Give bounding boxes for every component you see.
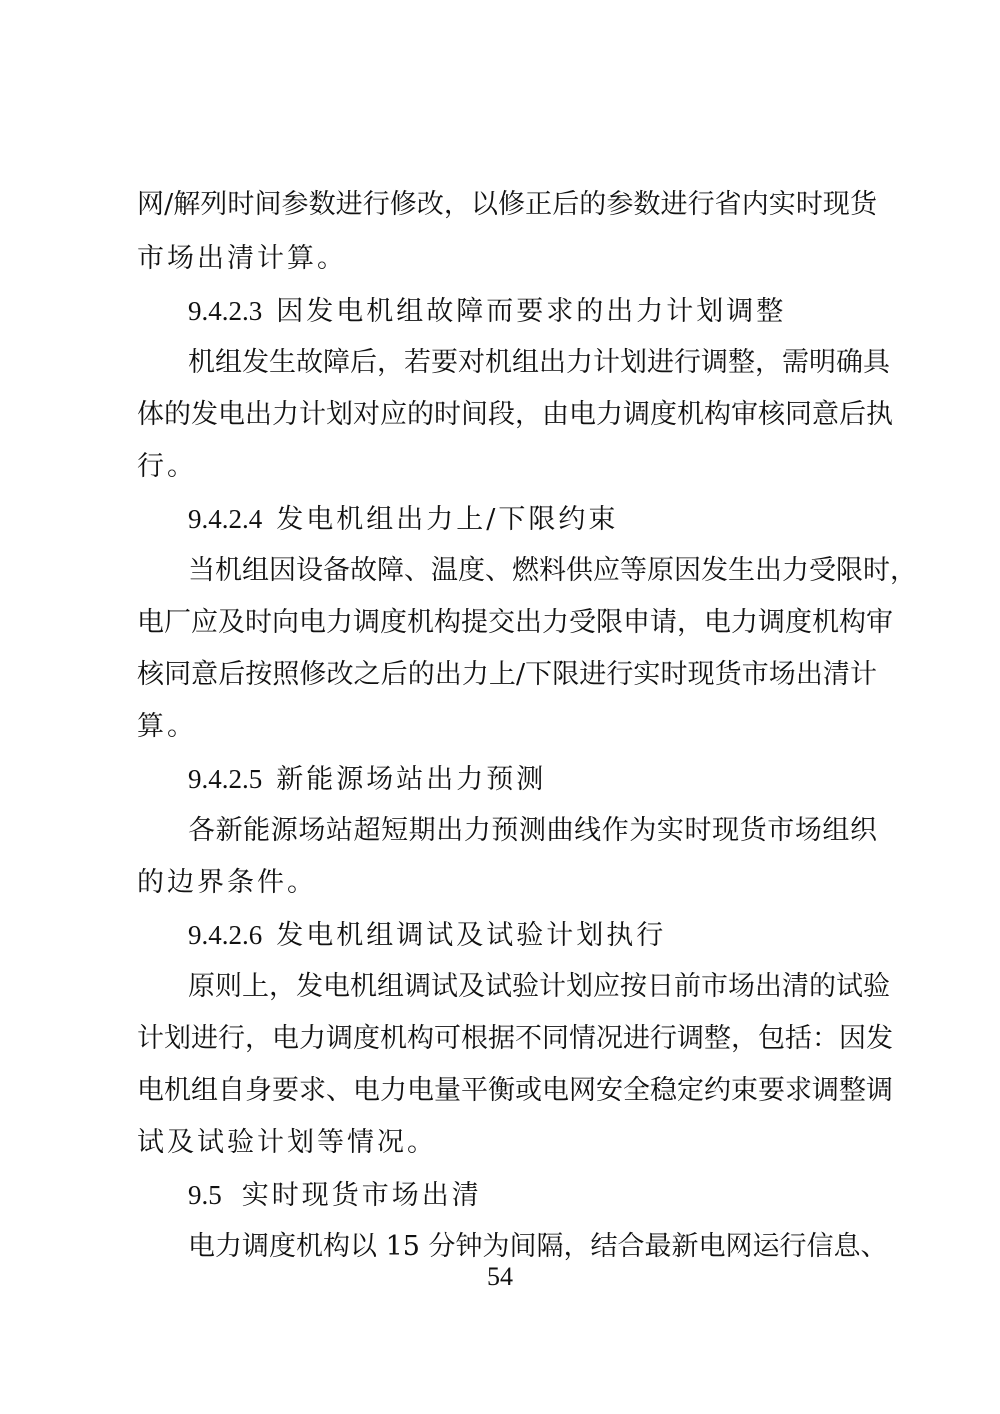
section-heading xyxy=(188,761,546,798)
section-number: 9.5 xyxy=(188,1180,222,1210)
paragraph-line: 电机组自身要求、电力电量平衡或电网安全稳定约束要求调整调 xyxy=(137,1075,893,1106)
paragraph-line: 当机组因设备故障、温度、燃料供应等原因发生出力受限时， xyxy=(188,555,917,586)
section-heading xyxy=(188,501,618,538)
page-number: 54 xyxy=(487,1262,513,1291)
section-heading xyxy=(188,1177,482,1214)
section-heading xyxy=(188,293,786,330)
paragraph-line: 计划进行，电力调度机构可根据不同情况进行调整，包括：因发 xyxy=(137,1023,893,1054)
paragraph-line: 行。 xyxy=(137,451,197,482)
paragraph-line: 电力调度机构以 15 分钟为间隔，结合最新电网运行信息、 xyxy=(188,1231,888,1262)
section-number: 9.4.2.6 xyxy=(188,920,263,950)
paragraph-line: 原则上，发电机组调试及试验计划应按日前市场出清的试验 xyxy=(188,971,890,1002)
section-heading xyxy=(188,917,666,954)
paragraph-line: 各新能源场站超短期出力预测曲线作为实时现货市场组织 xyxy=(188,815,877,846)
paragraph-line: 试及试验计划等情况。 xyxy=(137,1127,437,1158)
paragraph-line: 网/解列时间参数进行修改，以修正后的参数进行省内实时现货 xyxy=(137,189,877,220)
section-title: 因发电机组故障而要求的出力计划调整 xyxy=(276,296,787,327)
paragraph-line: 电厂应及时向电力调度机构提交出力受限申请，电力调度机构审 xyxy=(137,607,893,638)
paragraph-line: 的边界条件。 xyxy=(137,867,317,898)
paragraph-line: 核同意后按照修改之后的出力上/下限进行实时现货市场出清计 xyxy=(137,659,877,690)
paragraph-line: 体的发电出力计划对应的时间段，由电力调度机构审核同意后执 xyxy=(137,399,893,430)
section-number: 9.4.2.5 xyxy=(188,764,263,794)
section-title: 发电机组出力上/下限约束 xyxy=(276,504,619,535)
section-number: 9.4.2.4 xyxy=(188,504,263,534)
section-title: 实时现货市场出清 xyxy=(241,1180,482,1211)
section-number: 9.4.2.3 xyxy=(188,296,263,326)
paragraph-line: 机组发生故障后，若要对机组出力计划进行调整，需明确具 xyxy=(188,347,890,378)
section-title: 发电机组调试及试验计划执行 xyxy=(276,920,667,951)
paragraph-line: 市场出清计算。 xyxy=(137,243,347,274)
paragraph-line: 算。 xyxy=(137,711,197,742)
section-title: 新能源场站出力预测 xyxy=(276,764,547,795)
